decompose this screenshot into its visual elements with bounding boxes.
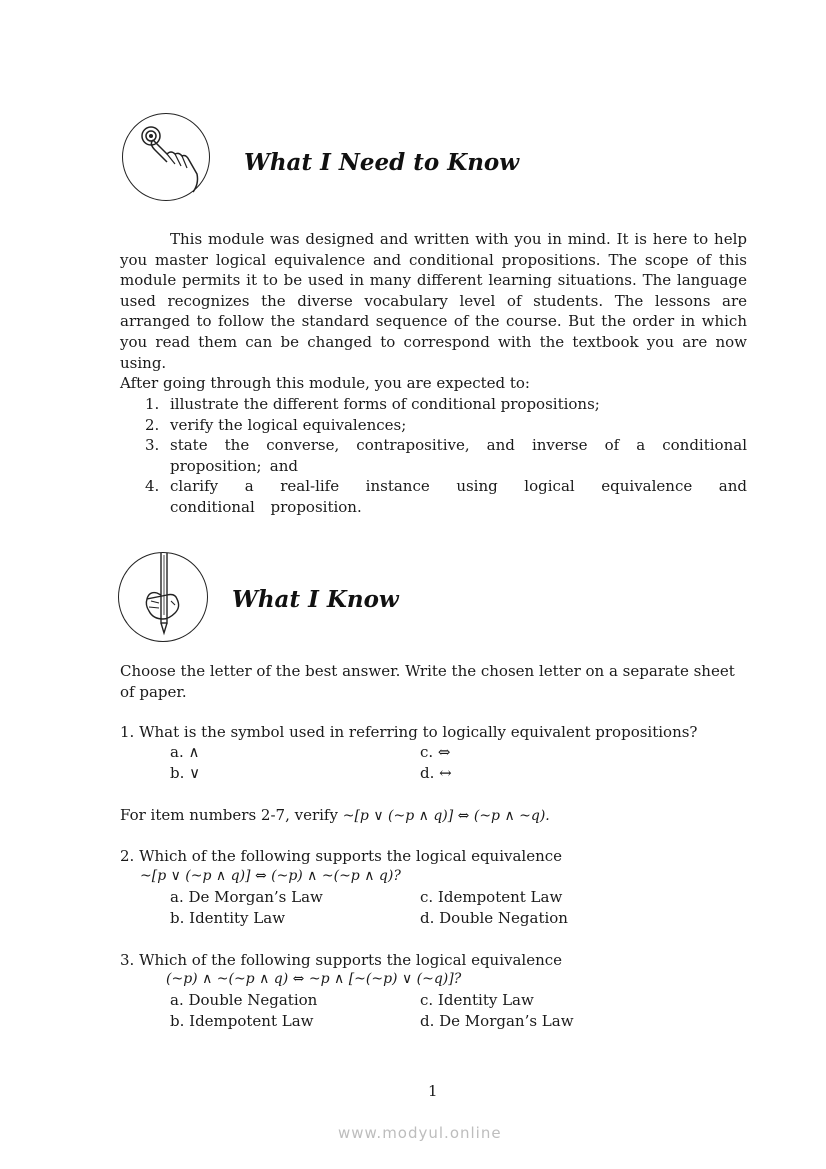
instructions: Choose the letter of the best answer. Write the chosen letter on a separate sheet of paper. xyxy=(120,662,735,701)
section-title-what-i-know: What I Know xyxy=(232,586,399,613)
q2-option-a: a. De Morgan’s Law xyxy=(170,888,323,906)
q3-expression: (~p) ∧ ~(~p ∧ q) ⇔ ~p ∧ [~(~p) ∨ (~q)]? xyxy=(166,971,462,987)
objectives-lead: After going through this module, you are expected to: xyxy=(120,374,530,392)
objectives-list xyxy=(120,394,747,518)
section-title-what-i-need-to-know: What I Need to Know xyxy=(244,149,520,176)
q1-option-a: a. ∧ xyxy=(170,743,200,761)
hand-holding-pencil-icon xyxy=(118,552,208,642)
question-2: 2. Which of the following supports the logical equivalence xyxy=(120,847,563,865)
q3-option-c: c. Identity Law xyxy=(420,991,534,1009)
q2-option-b: b. Identity Law xyxy=(170,909,286,927)
q3-option-a: a. Double Negation xyxy=(170,991,318,1009)
watermark: www.modyul.online xyxy=(338,1124,502,1142)
q3-option-b: b. Idempotent Law xyxy=(170,1012,314,1030)
list-item: 4. clarify a real-life instance using logical equivalence and conditional proposition. xyxy=(145,477,747,516)
pointing-hand-icon xyxy=(122,113,210,201)
question-1: 1. What is the symbol used in referring to logically equivalent propositions? xyxy=(120,723,698,741)
q2-option-d: d. Double Negation xyxy=(420,909,568,927)
verify-expression: ~[p ∨ (~p ∧ q)] ⇔ (~p ∧ ~q). xyxy=(342,808,550,824)
list-item: 2. verify the logical equivalences; xyxy=(145,415,407,434)
intro-paragraph: This module was designed and written with you in mind. It is here to help you master logical equivalence and conditional propositions. The scope of this module permits it to be used in many different learning situations. The language used recognizes the diverse vocabulary level of students. The lessons are arranged to follow the standard sequence of the course. But the order in which you read them can be changed to correspond with the textbook you are now using. xyxy=(120,230,747,372)
q2-option-c: c. Idempotent Law xyxy=(420,888,563,906)
list-item: 1. illustrate the different forms of conditional propositions; xyxy=(145,395,600,413)
question-3: 3. Which of the following supports the logical equivalence xyxy=(120,951,563,969)
q1-option-b: b. ∨ xyxy=(170,764,201,782)
verify-instruction: For item numbers 2-7, verify ~[p ∨ (~p ∧ q)] ⇔ (~p ∧ ~q). xyxy=(120,806,550,824)
list-item: 3. state the converse, contrapositive, and inverse of a conditional proposition; and xyxy=(145,436,747,475)
q2-expression: ~[p ∨ (~p ∧ q)] ⇔ (~p) ∧ ~(~p ∧ q)? xyxy=(140,868,401,884)
q1-option-c: c. ⇔ xyxy=(420,743,451,761)
q3-option-d: d. De Morgan’s Law xyxy=(420,1012,574,1030)
page-number: 1 xyxy=(428,1082,438,1100)
q1-option-d: d. ↔ xyxy=(420,764,452,782)
